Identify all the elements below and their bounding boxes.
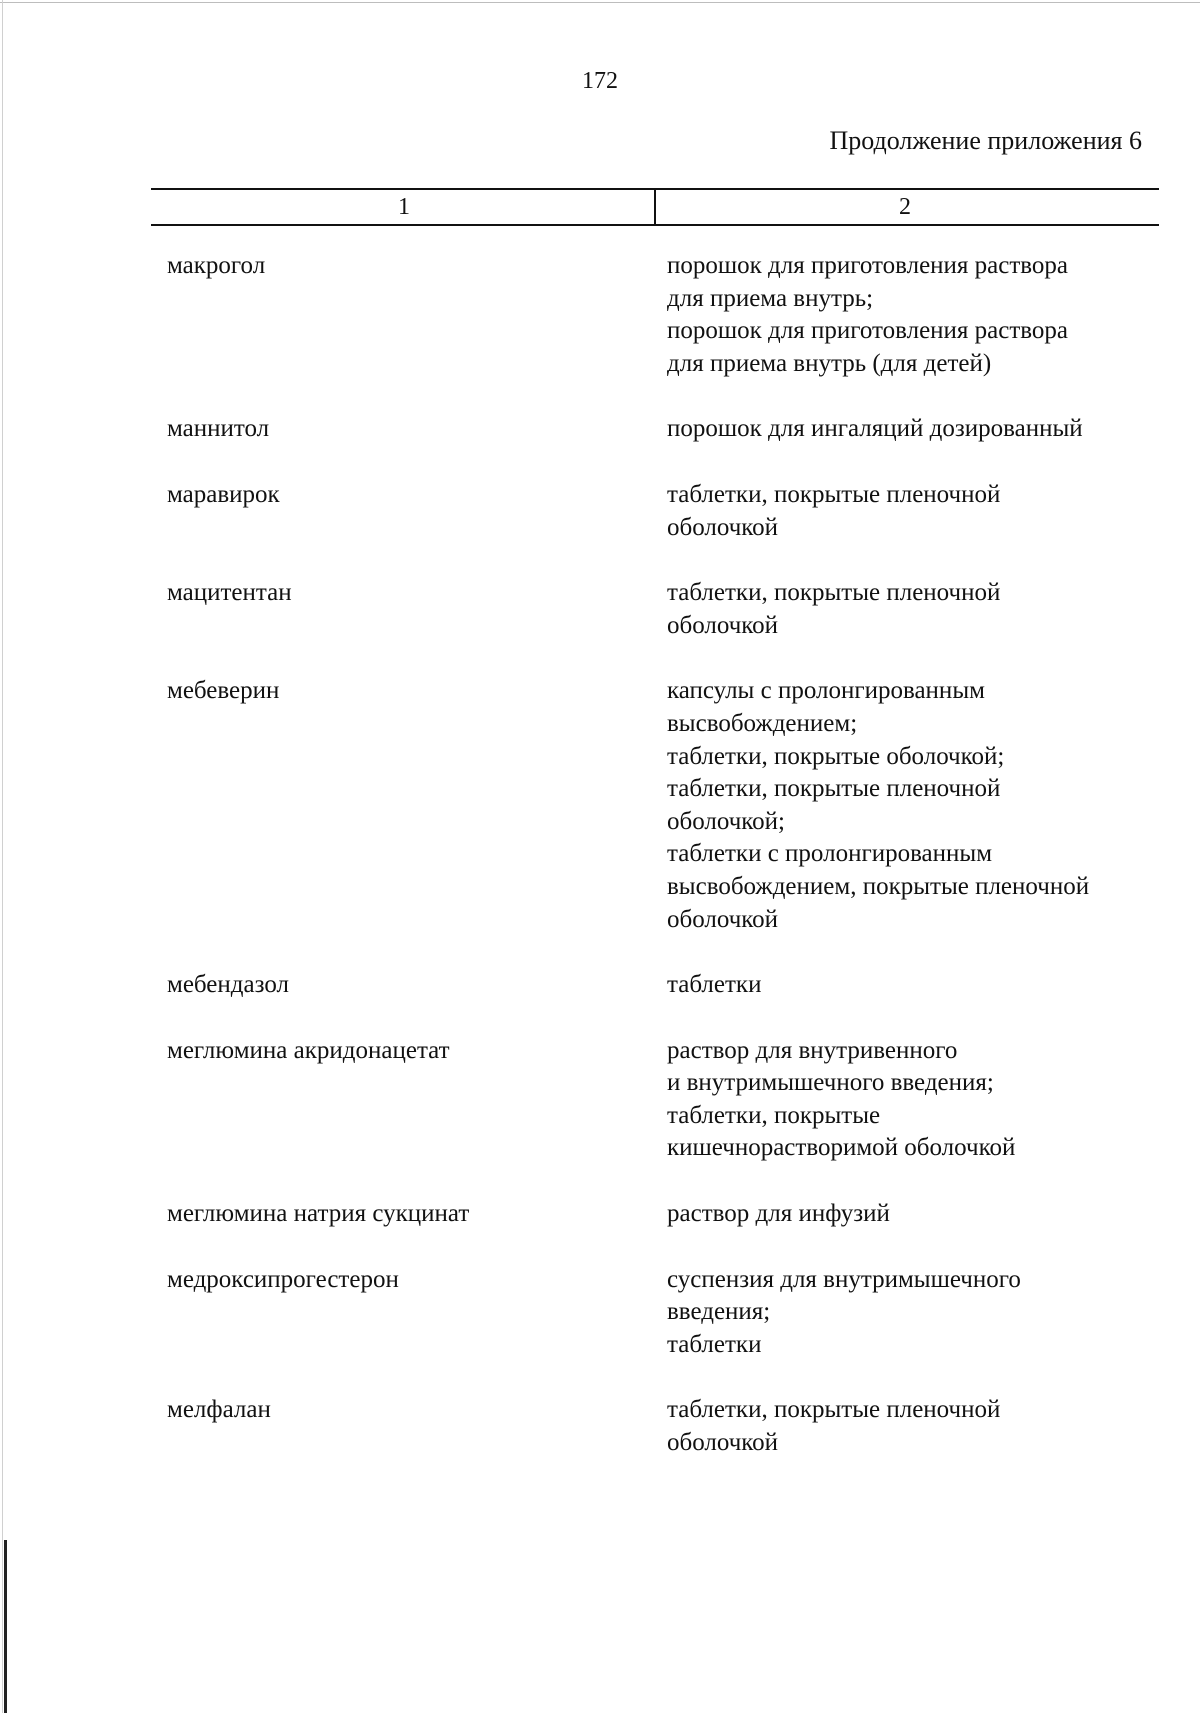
dosage-forms bbox=[667, 250, 1167, 380]
drug-name: маннитол bbox=[167, 415, 270, 443]
dosage-form-line: капсулы с пролонгированным bbox=[667, 677, 985, 705]
dosage-form-line: и внутримышечного введения; bbox=[667, 1069, 994, 1097]
scan-edge-top bbox=[0, 2, 1200, 3]
table-row bbox=[167, 413, 1167, 446]
dosage-forms bbox=[667, 577, 1167, 642]
dosage-forms bbox=[667, 1264, 1167, 1362]
dosage-form-line: оболочкой bbox=[667, 513, 779, 541]
dosage-form-line: высвобождением; bbox=[667, 709, 858, 737]
dosage-form-line: порошок для ингаляций дозированный bbox=[667, 415, 1083, 443]
dosage-form-line: введения; bbox=[667, 1298, 771, 1326]
dosage-form-line: таблетки, покрытые пленочной bbox=[667, 579, 1001, 607]
dosage-forms bbox=[667, 479, 1167, 544]
dosage-form-line: оболочкой bbox=[667, 1429, 779, 1457]
dosage-form-line: раствор для инфузий bbox=[667, 1200, 890, 1228]
drug-name: маравирок bbox=[167, 480, 280, 508]
table-body bbox=[167, 250, 1167, 1493]
dosage-forms bbox=[667, 675, 1167, 936]
column-header-1: 1 bbox=[398, 194, 410, 220]
dosage-form-line: таблетки bbox=[667, 971, 762, 999]
table-row bbox=[167, 1264, 1167, 1362]
dosage-form-line: суспензия для внутримышечного bbox=[667, 1265, 1021, 1293]
table-row bbox=[167, 675, 1167, 936]
drug-name: мелфалан bbox=[167, 1396, 271, 1424]
dosage-form-line: таблетки, покрытые пленочной bbox=[667, 480, 1001, 508]
dosage-form-line: таблетки bbox=[667, 1330, 762, 1358]
drug-name: меглюмина акридонацетат bbox=[167, 1036, 450, 1064]
table-row bbox=[167, 577, 1167, 642]
drug-name: мебендазол bbox=[167, 971, 289, 999]
dosage-form-line: для приема внутрь (для детей) bbox=[667, 349, 992, 377]
table-row bbox=[167, 1035, 1167, 1165]
column-header-2: 2 bbox=[899, 194, 911, 220]
table-row bbox=[167, 1394, 1167, 1459]
dosage-form-line: оболочкой bbox=[667, 611, 779, 639]
scan-edge-left-dark bbox=[4, 1540, 7, 1713]
drug-name: макрогол bbox=[167, 252, 266, 279]
dosage-form-line: для приема внутрь; bbox=[667, 284, 874, 312]
dosage-form-line: кишечнорастворимой оболочкой bbox=[667, 1134, 1016, 1162]
table-row bbox=[167, 479, 1167, 544]
dosage-form-line: оболочкой; bbox=[667, 807, 785, 835]
dosage-form-line: таблетки, покрытые пленочной bbox=[667, 1396, 1001, 1424]
dosage-form-line: таблетки, покрытые оболочкой; bbox=[667, 742, 1005, 770]
dosage-form-line: таблетки, покрытые bbox=[667, 1101, 881, 1129]
dosage-form-line: оболочкой bbox=[667, 905, 779, 933]
table-row bbox=[167, 250, 1167, 380]
dosage-forms bbox=[667, 413, 1167, 446]
scan-edge-left bbox=[2, 0, 3, 1713]
dosage-forms bbox=[667, 969, 1167, 1002]
table-row bbox=[167, 1198, 1167, 1231]
drug-name: медроксипрогестерон bbox=[167, 1265, 399, 1293]
drug-name: мебеверин bbox=[167, 677, 280, 705]
dosage-forms bbox=[667, 1198, 1167, 1231]
dosage-form-line: раствор для внутривенного bbox=[667, 1036, 958, 1064]
dosage-form-line: высвобождением, покрытые пленочной bbox=[667, 872, 1090, 900]
dosage-form-line: таблетки с пролонгированным bbox=[667, 840, 993, 868]
table-row bbox=[167, 969, 1167, 1002]
drug-name: мацитентан bbox=[167, 579, 292, 607]
drug-name: меглюмина натрия сукцинат bbox=[167, 1200, 470, 1228]
dosage-forms bbox=[667, 1394, 1167, 1459]
dosage-form-line: порошок для приготовления раствора bbox=[667, 252, 1069, 279]
dosage-form-line: таблетки, покрытые пленочной bbox=[667, 775, 1001, 803]
dosage-form-line: порошок для приготовления раствора bbox=[667, 317, 1069, 345]
page-number: 172 bbox=[582, 68, 618, 94]
table-header bbox=[151, 188, 1159, 226]
continuation-label: Продолжение приложения 6 bbox=[829, 126, 1142, 155]
dosage-forms bbox=[667, 1035, 1167, 1165]
column-divider bbox=[654, 190, 656, 224]
